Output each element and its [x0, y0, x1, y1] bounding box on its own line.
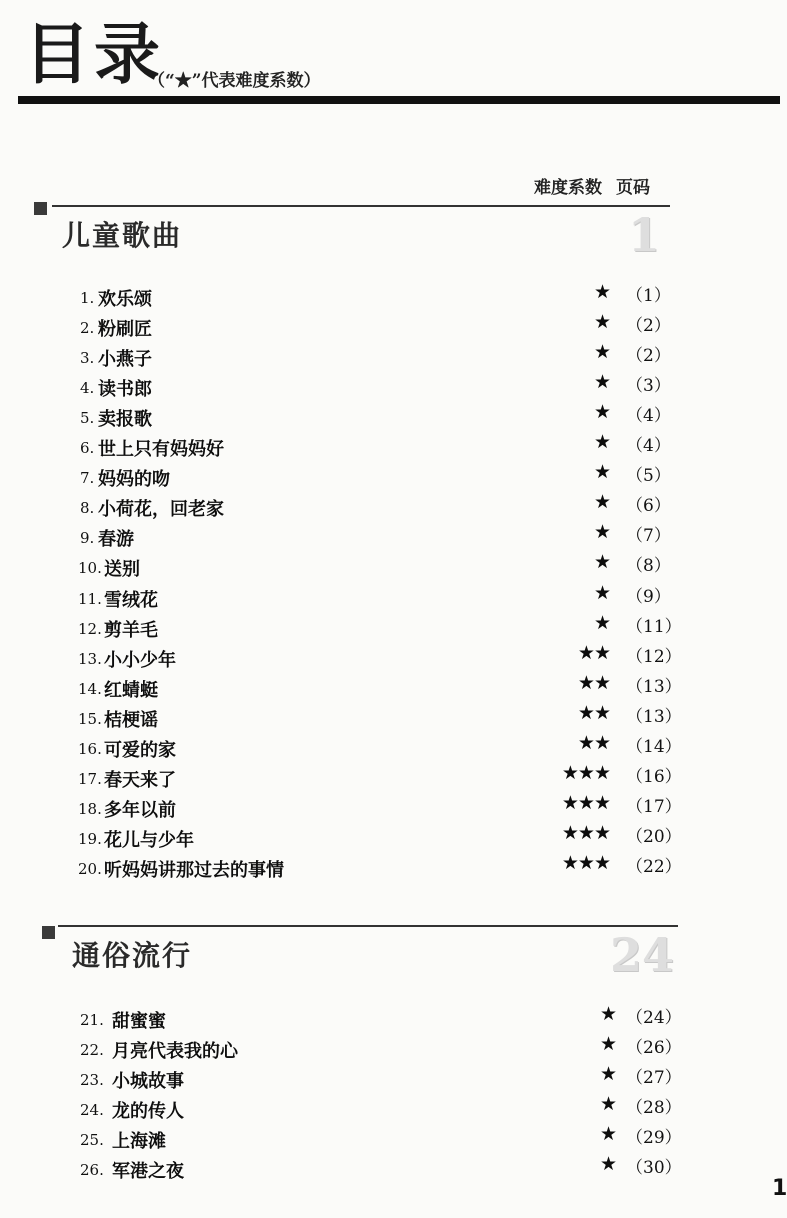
page-number: （2） — [626, 346, 671, 367]
difficulty-stars: ★ — [593, 521, 610, 544]
page-number: （6） — [626, 496, 671, 517]
difficulty-stars: ★ — [593, 431, 610, 454]
page-number: （14） — [626, 736, 682, 757]
page-number: （29） — [626, 1128, 682, 1148]
page-number: （16） — [626, 766, 682, 787]
section-rule — [52, 205, 670, 207]
page-edge-mark: 1 — [772, 1176, 787, 1201]
entry-number: 21. — [80, 1011, 104, 1029]
entry-number: 19. — [78, 829, 102, 848]
difficulty-stars: ★ — [593, 371, 610, 394]
section-marker-icon — [34, 202, 47, 215]
difficulty-stars: ★ — [599, 1033, 616, 1055]
song-title: 妈妈的吻 — [98, 469, 170, 491]
difficulty-stars: ★ — [599, 1003, 616, 1025]
entry-number: 6. — [80, 439, 95, 458]
difficulty-stars: ★ — [593, 491, 610, 514]
difficulty-stars: ★★★ — [561, 791, 610, 814]
song-title: 送别 — [104, 559, 140, 581]
page-number: （20） — [626, 826, 682, 847]
entry-number: 8. — [80, 499, 95, 518]
page-number: （28） — [626, 1098, 682, 1118]
toc-entry — [0, 1153, 780, 1187]
song-title: 剪羊毛 — [104, 619, 158, 641]
entry-number: 26. — [80, 1161, 104, 1179]
difficulty-stars: ★★ — [577, 701, 610, 724]
page-number: （4） — [626, 436, 671, 457]
section-rule — [58, 925, 678, 927]
difficulty-stars: ★ — [593, 281, 610, 303]
song-title: 花儿与少年 — [104, 829, 194, 851]
page-number: （7） — [626, 526, 671, 547]
page-number: （3） — [626, 376, 671, 397]
page-number: （30） — [626, 1158, 682, 1178]
entry-number: 7. — [80, 469, 95, 488]
page-number: （4） — [626, 406, 671, 427]
song-title: 卖报歌 — [98, 409, 152, 431]
song-title: 军港之夜 — [112, 1161, 184, 1182]
difficulty-stars: ★ — [593, 461, 610, 484]
song-title: 龙的传人 — [112, 1101, 184, 1122]
difficulty-column-label: 难度系数 — [534, 178, 602, 198]
difficulty-stars: ★★★ — [561, 851, 610, 874]
song-title: 甜蜜蜜 — [112, 1011, 166, 1032]
song-title: 春游 — [98, 529, 134, 551]
entry-number: 20. — [78, 859, 102, 878]
difficulty-legend: （“★”代表难度系数） — [148, 71, 321, 91]
page-number: （17） — [626, 796, 682, 817]
entry-number: 16. — [78, 739, 102, 758]
section-marker-icon — [42, 926, 55, 939]
toc-entry — [0, 851, 780, 886]
song-title: 小小少年 — [104, 649, 176, 671]
entry-number: 25. — [80, 1131, 104, 1149]
difficulty-stars: ★★★ — [561, 821, 610, 844]
difficulty-stars: ★ — [599, 1123, 616, 1145]
title-rule — [18, 96, 780, 104]
page-number: （12） — [626, 646, 682, 667]
song-title: 雪绒花 — [104, 589, 158, 611]
song-title: 听妈妈讲那过去的事情 — [104, 859, 284, 881]
difficulty-stars: ★★★ — [561, 761, 610, 784]
difficulty-stars: ★★ — [577, 641, 610, 664]
entry-number: 11. — [78, 589, 102, 608]
entry-number: 17. — [78, 769, 102, 788]
difficulty-stars: ★ — [593, 581, 610, 604]
song-title: 粉刷匠 — [98, 319, 152, 341]
entry-number: 13. — [78, 649, 102, 668]
song-title: 读书郎 — [98, 379, 152, 401]
entry-number: 3. — [80, 349, 95, 368]
page-number: （5） — [626, 466, 671, 487]
entry-number: 12. — [78, 619, 102, 638]
section-title: 通俗流行 — [72, 939, 193, 972]
song-title: 世上只有妈妈好 — [98, 439, 224, 461]
page-number: （27） — [626, 1068, 682, 1088]
song-title: 小城故事 — [112, 1071, 184, 1092]
entry-number: 23. — [80, 1071, 104, 1089]
difficulty-stars: ★★ — [577, 731, 610, 754]
entry-number: 14. — [78, 679, 102, 698]
entry-number: 5. — [80, 409, 95, 428]
entry-number: 24. — [80, 1101, 104, 1119]
page-column-label: 页码 — [616, 178, 650, 198]
section-title: 儿童歌曲 — [62, 219, 183, 252]
song-title: 上海滩 — [112, 1131, 166, 1152]
entry-number: 2. — [80, 319, 95, 338]
page-number: （11） — [626, 616, 682, 637]
difficulty-stars: ★★ — [577, 671, 610, 694]
difficulty-stars: ★ — [593, 311, 610, 334]
entry-number: 22. — [80, 1041, 104, 1059]
difficulty-stars: ★ — [593, 551, 610, 574]
entry-number: 18. — [78, 799, 102, 818]
page-title: 目录 — [24, 16, 164, 93]
column-header — [534, 173, 650, 198]
song-title: 红蜻蜓 — [104, 679, 158, 701]
difficulty-stars: ★ — [593, 611, 610, 634]
page-number: （22） — [626, 856, 682, 877]
section-start-page: 1 — [628, 208, 661, 262]
song-title: 小燕子 — [98, 349, 152, 371]
entry-number: 9. — [80, 529, 95, 548]
song-title: 欢乐颂 — [98, 289, 152, 310]
page-number: （26） — [626, 1038, 682, 1058]
song-title: 春天来了 — [104, 769, 176, 791]
page-number: （13） — [626, 706, 682, 727]
entry-number: 10. — [78, 559, 102, 578]
page-number: （8） — [626, 556, 671, 577]
page-number: （9） — [626, 586, 671, 607]
page-number: （1） — [626, 286, 671, 306]
difficulty-stars: ★ — [593, 401, 610, 424]
entry-number: 4. — [80, 379, 95, 398]
page-number: （24） — [626, 1008, 682, 1028]
song-title: 桔梗谣 — [104, 709, 158, 731]
page-number: （13） — [626, 676, 682, 697]
entry-number: 1. — [80, 289, 95, 307]
difficulty-stars: ★ — [599, 1093, 616, 1115]
song-title: 月亮代表我的心 — [112, 1041, 238, 1062]
song-title: 可爱的家 — [104, 739, 176, 761]
section-start-page: 24 — [610, 928, 675, 982]
difficulty-stars: ★ — [599, 1153, 616, 1175]
page-number: （2） — [626, 316, 671, 337]
difficulty-stars: ★ — [593, 341, 610, 364]
song-title: 小荷花，回老家 — [98, 499, 224, 521]
difficulty-stars: ★ — [599, 1063, 616, 1085]
entry-number: 15. — [78, 709, 102, 728]
song-title: 多年以前 — [104, 799, 176, 821]
